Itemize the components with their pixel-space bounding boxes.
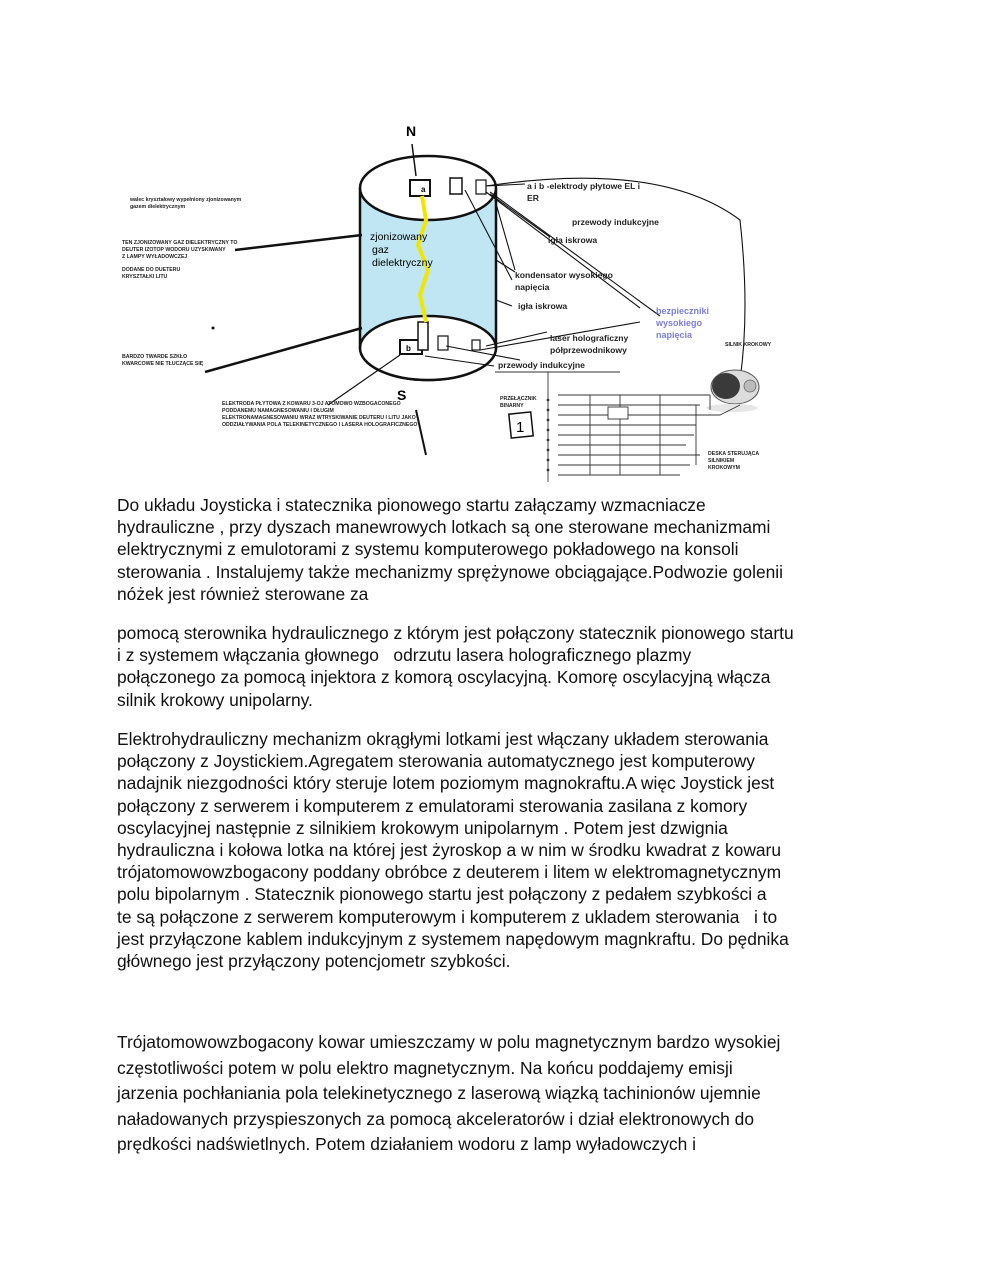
svg-text:półprzewodnikowy: półprzewodnikowy [550, 345, 627, 355]
svg-text:BINARNY: BINARNY [500, 403, 524, 409]
svg-text:igła iskrowa: igła iskrowa [518, 301, 568, 311]
svg-text:BARDZO TWARDE SZKŁO: BARDZO TWARDE SZKŁO [122, 354, 188, 360]
axis-line-bottom [416, 410, 426, 455]
svg-text:ER: ER [527, 193, 539, 203]
svg-text:napięcia: napięcia [656, 330, 693, 340]
stepper-motor [706, 342, 772, 412]
svg-text:ELEKTRODA PŁYTOWA Z KOWARU 3-O: ELEKTRODA PŁYTOWA Z KOWARU 3-OJ ATOMOWO WZBOGACONEGO [222, 401, 401, 407]
svg-text:napięcia: napięcia [515, 282, 550, 292]
svg-text:ODDZIAŁYWANIA POLA TELEKINETYC: ODDZIAŁYWANIA POLA TELEKINETYCZNEGO I LASERA HOLOGRAFICZNEGO [222, 422, 418, 428]
reactor-diagram [100, 110, 800, 495]
svg-text:KROKOWYM: KROKOWYM [708, 465, 740, 471]
svg-text:SILNIK KROKOWY: SILNIK KROKOWY [725, 342, 772, 348]
svg-text:walec kryształowy wypełniony z: walec kryształowy wypełniony zjonizowanym [130, 197, 242, 203]
svg-text:KRYSZTAŁKI LITU: KRYSZTAŁKI LITU [122, 274, 168, 280]
svg-text:Z LAMPY WYŁADOWCZEJ: Z LAMPY WYŁADOWCZEJ [122, 254, 188, 260]
inner-label-line3: dielektryczny [372, 257, 433, 269]
svg-text:DODANE DO DUETERU: DODANE DO DUETERU [122, 267, 181, 273]
svg-text:SILNIKIEM: SILNIKIEM [708, 458, 735, 464]
svg-text:igła iskrowa: igła iskrowa [548, 235, 598, 245]
binary-switch [500, 396, 537, 438]
svg-text:DESKA STERUJĄCA: DESKA STERUJĄCA [708, 451, 760, 457]
paragraph-3: Elektrohydrauliczny mechanizm okrągłymi lotkami jest włączany układem sterowania połączony z Joystickiem.Agregatem sterowania automatycznego jest komputerowy nadajnik niezgodności który steruje lotem poziomym magnokraftu.A więc Joystick jest połączony z serwerem i komputerem z emulatorami sterowania zasilana z komory oscylacyjnej następnie z silnikiem krokowym unipolarnym . Potem jest dzwignia hydrauliczna i kołowa lotka na której jest żyroskop a w nim w środku kwadrat z kowaru trójatomowowzbogacony poddany obróbce z deuterem i litem w elektromagnetycznym polu bipolarnym . Statecznik pionowego startu jest połączony z pedałem szybkości a te są połączone z serwerem komputerowym i komputerem z ukladem sterowania i to jest przyłączone kablem indukcyjnym z systemem napędowym magnkraftu. Do pędnika głównego jest przyłączony potencjometr szybkości. [117, 729, 789, 972]
pole-south-label: S [397, 387, 407, 403]
svg-text:DEUTER IZOTOP WODORU UZYSKIWAN: DEUTER IZOTOP WODORU UZYSKIWANY [122, 247, 226, 253]
control-board-label [708, 451, 759, 471]
svg-text:laser holograficzny: laser holograficzny [550, 333, 629, 343]
svg-text:kondensator wysokiego: kondensator wysokiego [515, 270, 613, 280]
svg-text:a: a [421, 185, 426, 194]
svg-text:gazem dielektrycznym: gazem dielektrycznym [130, 204, 186, 210]
svg-text:PODDANEMU NAMAGNESOWANIU I DŁU: PODDANEMU NAMAGNESOWANIU I DŁUGIM [222, 408, 334, 414]
fuse-labels [655, 306, 709, 340]
svg-text:b: b [406, 344, 411, 353]
svg-text:KWARCOWE NIE TŁUCZĄCE SIĘ: KWARCOWE NIE TŁUCZĄCE SIĘ [122, 361, 204, 367]
inner-label-line1: zjonizowany [370, 231, 428, 243]
svg-text:wysokiego: wysokiego [656, 318, 703, 328]
svg-text:TEN ZJONIZOWANY GAZ DIELEKTRYC: TEN ZJONIZOWANY GAZ DIELEKTRYCZNY TO [122, 240, 238, 246]
svg-text:1: 1 [516, 419, 525, 436]
paragraph-4: Trójatomowowzbogacony kowar umieszczamy w polu magnetycznym bardzo wysokiej częstotliwości potem w polu elektro magnetycznym. Na końcu poddajemy emisji jarzenia pochłaniania pola telekinetycznego z laserową wiązką tachinionów ujemnie naładowanych przyspieszonych za pomocą akceleratorów i dział elektronowych do prędkości nadświetlnych. Potem działaniem wodoru z lamp wyładowczych i [117, 1032, 781, 1155]
svg-text:przewody indukcyjne: przewody indukcyjne [498, 360, 585, 370]
right-labels [498, 181, 659, 370]
pole-north-label: N [406, 123, 417, 139]
svg-text:ELEKTRONAMAGNESOWANIU WRAZ WTR: ELEKTRONAMAGNESOWANIU WRAZ WTRYSKIWANIE DEUTERU I LITU JAKO [222, 415, 416, 421]
paragraph-2: pomocą sterownika hydraulicznego z którym jest połączony statecznik pionowego startu i z systemem włączania głownego odrzutu lasera holograficznego plazmy połączonego za pomocą injektora z komorą oscylacyjną. Komorę oscylacyjną włącza silnik krokowy unipolarny. [117, 623, 794, 710]
paragraph-1: Do układu Joysticka i statecznika pionowego startu załączamy wzmacniacze hydrauliczne , przy dyszach manewrowych lotkach są one sterowane mechanizmami elektrycznymi z emulotorami z systemu komputerowego pokładowego na konsoli sterowania . Instalujemy także mechanizmy sprężynowe obciągające.Podwozie golenii nóżek jest również sterowane za [117, 495, 784, 604]
svg-text:PRZEŁĄCZNIK: PRZEŁĄCZNIK [500, 396, 537, 402]
svg-text:a i b -elektrody płytowe EL i: a i b -elektrody płytowe EL i [527, 181, 641, 191]
svg-text:bezpieczniki: bezpieczniki [656, 306, 710, 316]
svg-text:przewody indukcyjne: przewody indukcyjne [572, 217, 659, 227]
inner-label-line2: gaz [372, 244, 389, 256]
